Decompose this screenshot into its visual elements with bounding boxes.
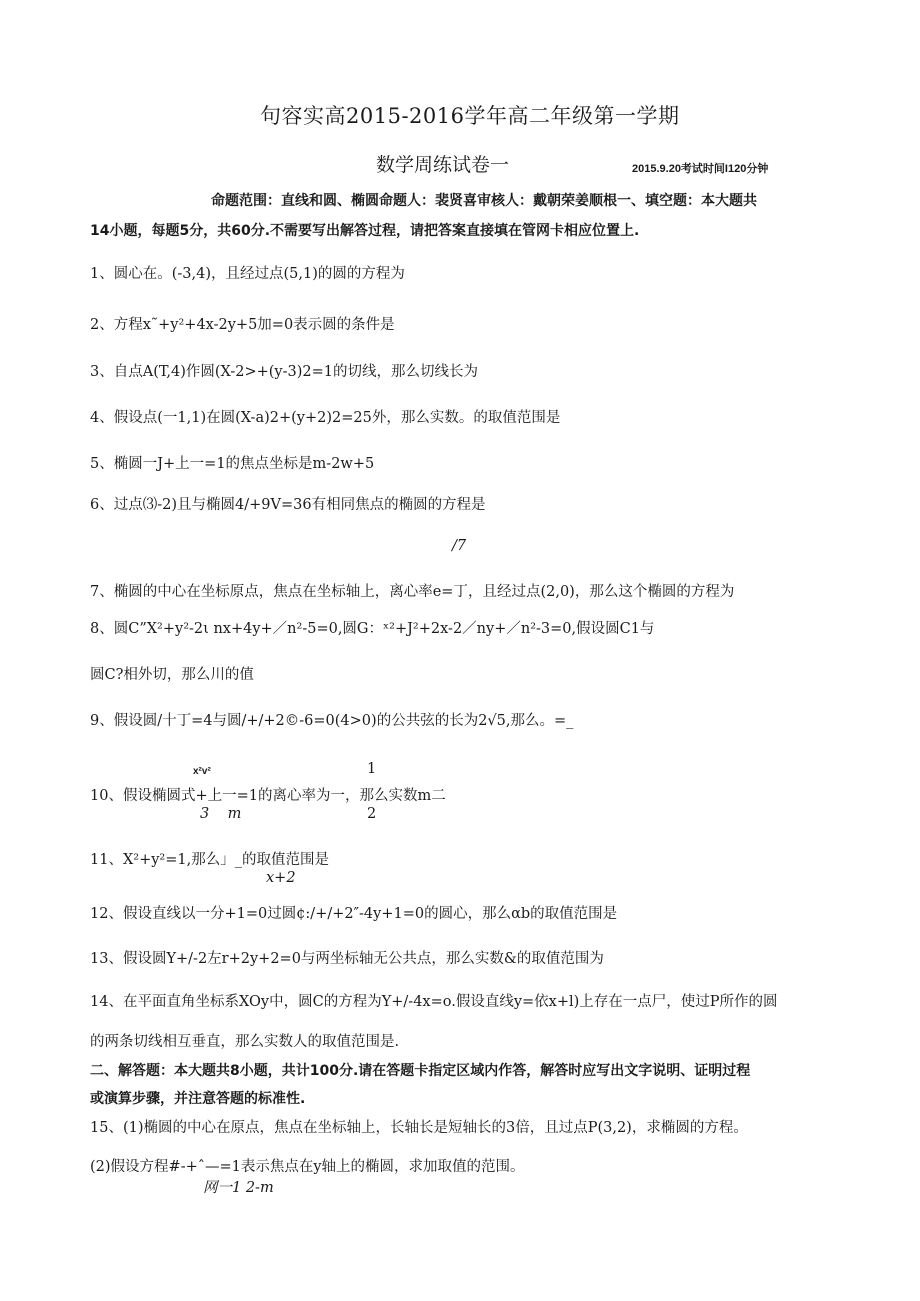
question-11-denominator: x+2 — [266, 870, 296, 886]
question-7-fraction: /7 — [452, 538, 467, 554]
question-15-part2-denominator: 网一1 2-m — [203, 1180, 274, 1196]
section1-intro-line1: 命题范围：直线和圆、椭圆命题人：裴贤喜审核人：戴朝荣姜顺根一、填空题：本大题共 — [211, 193, 757, 209]
question-10-numerator-right: 1 — [367, 761, 377, 777]
exam-title: 句容实高2015-2016学年高二年级第一学期 — [260, 104, 680, 128]
section2-intro-line1: 二、解答题：本大题共8小题，共计100分.请在答题卡指定区域内作答，解答时应写出文字说明、证明过程 — [90, 1063, 751, 1079]
question-15-part2: (2)假设方程#-+ˆ—=1表示焦点在y轴上的椭圆，求加取值的范围。 — [90, 1159, 525, 1175]
question-12: 12、假设直线以一分+1=0过圆¢:/+/+2″-4y+1=0的圆心，那么αb的取值范围是 — [90, 906, 618, 922]
section1-intro-line2: 14小题，每题5分，共60分.不需要写出解答过程，请把答案直接填在管网卡相应位置上. — [90, 223, 640, 239]
exam-date-time: 2015.9.20考试时间I120分钟 — [632, 163, 769, 175]
question-3: 3、自点A(T,4)作圆(X-2>+(y-3)2=1的切线，那么切线长为 — [90, 364, 479, 380]
question-5: 5、椭圆一J+上一=1的焦点坐标是m-2w+5 — [90, 456, 375, 472]
question-11: 11、X²+y²=1,那么」_的取值范围是 — [90, 852, 329, 868]
question-14-line2: 的两条切线相互垂直，那么实数人的取值范围是. — [90, 1034, 400, 1050]
question-10-numerator-left: x²v² — [193, 766, 211, 777]
question-15-part1: 15、(1)椭圆的中心在原点，焦点在坐标轴上，长轴长是短轴长的3倍，且过点P(3,2)，求椭圆的方程。 — [90, 1120, 748, 1136]
section2-intro-line2: 或演算步骤，并注意答题的标准性. — [90, 1091, 306, 1107]
question-14-line1: 14、在平面直角坐标系XOy中，圆C的方程为Y+/-4ⅹ=o.假设直线y=依ⅹ+l)上存在一点尸，使过P所作的圆 — [90, 994, 778, 1010]
question-8-line1: 8、圆C”X²+y²-2ι nx+4y+／n²-5=0,圆G：ˣ²+J²+2x-2／ny+／n²-3=0,假设圆C1与 — [90, 621, 655, 637]
question-1: 1、圆心在。(-3,4)，且经过点(5,1)的圆的方程为 — [90, 266, 405, 282]
question-10: 10、假设椭圆式+上一=1的离心率为一，那么实数m二 — [90, 788, 446, 804]
question-8-line2: 圆C?相外切，那么川的值 — [90, 667, 254, 683]
question-4: 4、假设点(一1,1)在圆(X-a)2+(y+2)2=25外，那么实数。的取值范围是 — [90, 410, 561, 426]
question-10-denominator-left: 3 m — [200, 806, 242, 822]
question-2: 2、方程x˜+y²+4x-2y+5加=0表示圆的条件是 — [90, 317, 395, 333]
question-13: 13、假设圆Y+/-2左r+2y+2=0与两坐标轴无公共点，那么实数&的取值范围为 — [90, 951, 604, 967]
question-10-denominator-right: 2 — [367, 806, 377, 822]
question-7: 7、椭圆的中心在坐标原点，焦点在坐标轴上，离心率e=丁，且经过点(2,0)，那么这个椭圆的方程为 — [90, 584, 735, 600]
question-9: 9、假设圆/十丁=4与圆/+/+2©-6=0(4>0)的公共弦的长为2√5,那么。=_ — [90, 713, 574, 729]
question-6: 6、过点⑶-2)且与椭圆4/+9V=36有相同焦点的椭圆的方程是 — [90, 497, 486, 513]
exam-subtitle: 数学周练试卷一 — [376, 154, 510, 176]
